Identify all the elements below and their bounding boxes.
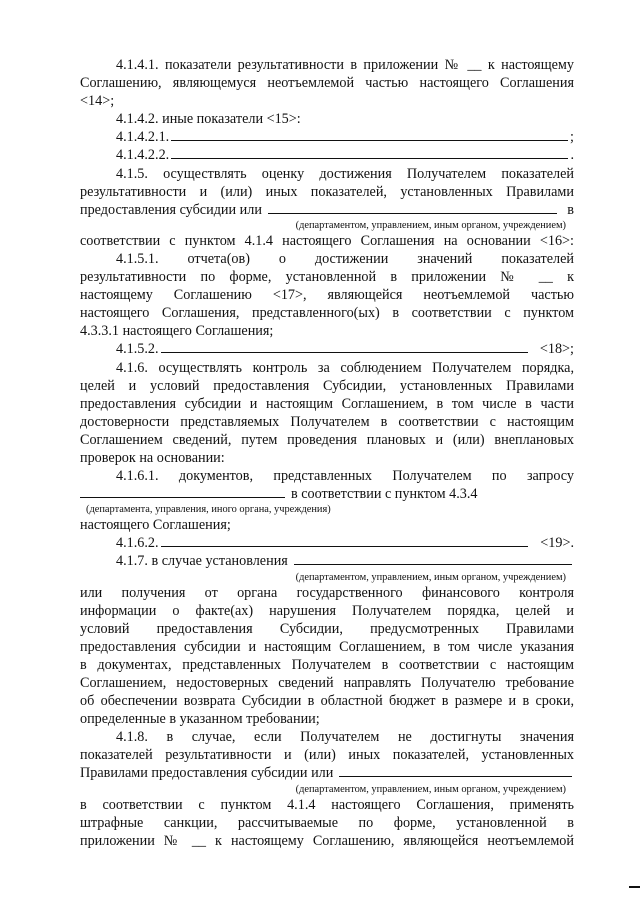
text-line: предоставления субсидии и настоящим Соглашением, в том числе в части	[80, 395, 574, 412]
blank-line-4-1-8: Правилами предоставления субсидии или	[80, 764, 574, 782]
blank-line-4-1-4-2-2: 4.1.4.2.2. .	[116, 147, 574, 164]
text-line: достоверности представляемых Получателем в соответствии с настоящим	[80, 413, 574, 430]
text-line: 4.1.8. в случае, если Получателем не достигнуты значения	[116, 729, 574, 746]
text-line: или получения от органа государственного финансового контроля	[80, 584, 574, 601]
text-line: настоящего Соглашения, представленного(ых) в соответствии с пунктом	[80, 305, 574, 322]
text-line: Соглашению, являющемуся неотъемлемой частью настоящего Соглашения	[80, 75, 574, 92]
text-line: определенные в указанном требовании;	[80, 711, 320, 728]
underline-blank	[294, 552, 572, 565]
field-caption: (департаментом, управлением, иным органом, учреждением)	[295, 219, 566, 231]
text-line: информации о факте(ах) нарушения Получателем порядка, целей и	[80, 602, 574, 619]
text-line: 4.1.5.1. отчета(ов) о достижении значений показателей	[116, 250, 574, 267]
text-line: Соглашением сведений, путем проведения плановых и (или) внеплановых	[80, 431, 574, 448]
text-line: предоставления субсидии и настоящим Соглашением, в том числе указания	[80, 638, 574, 655]
text-line: настоящему Соглашению <17>, являющейся неотъемлемой частью	[80, 287, 574, 304]
underline-blank	[171, 128, 568, 141]
text-line: 4.1.4.1. показатели результативности в приложении № __ к настоящему	[116, 57, 574, 73]
text-line: проверок на основании:	[80, 449, 225, 466]
blank-line-4-1-6-2: 4.1.6.2. <19>.	[116, 535, 574, 552]
underline-blank	[161, 534, 529, 547]
blank-line-4-1-7: 4.1.7. в случае установления	[80, 552, 574, 570]
blank-line-authority: предоставления субсидии или в	[80, 201, 574, 218]
underline-blank	[80, 485, 285, 498]
blank-line-4-1-5-2: 4.1.5.2. <18>;	[116, 341, 574, 358]
text-line: результативности по форме, установленной в приложении № __ к	[80, 269, 574, 286]
text-line: соответствии с пунктом 4.1.4 настоящего Соглашения на основании <16>:	[80, 232, 574, 249]
underline-blank	[161, 340, 528, 353]
document-body	[80, 56, 574, 850]
field-caption: (департаментом, управлением, иным органом, учреждением)	[295, 783, 566, 795]
text-line: результативности и (или) иных показателей, установленных Правилами	[80, 183, 574, 200]
text-line: об обеспечении возврата Субсидии в областной бюджет в размере и в сроки,	[80, 693, 574, 710]
text-line: показателей результативности и (или) иных показателей, установленных	[80, 747, 574, 764]
text-line: 4.1.4.2. иные показатели <15>:	[116, 111, 301, 128]
text-line: в соответствии с пунктом 4.1.4 настоящего Соглашения, применять	[80, 796, 574, 813]
text-line: условий предоставления Субсидии, предусмотренных Правилами	[80, 620, 574, 637]
text-line: 4.1.6.1. документов, представленных Получателем по запросу	[116, 468, 574, 485]
page-edge-mark	[629, 886, 640, 888]
text-line: 4.1.6. осуществлять контроль за соблюдением Получателем порядка,	[116, 359, 574, 376]
underline-blank	[171, 146, 568, 159]
text-line: настоящего Соглашения;	[80, 517, 231, 534]
underline-blank	[268, 201, 557, 214]
text-line: в документах, представленных Получателем в соответствии с настоящим	[80, 656, 574, 673]
text-line: 4.1.5. осуществлять оценку достижения Получателем показателей	[116, 165, 574, 182]
underline-blank	[339, 764, 572, 777]
text-line: штрафные санкции, рассчитываемые по форме, установленной в	[80, 814, 574, 831]
blank-line-request: в соответствии с пунктом 4.3.4	[80, 485, 574, 503]
text-line: <14>;	[80, 93, 115, 110]
text-line: приложении № __ к настоящему Соглашению, являющейся неотъемлемой	[80, 832, 574, 849]
text-line: Соглашением, недостоверных сведений направлять Получателю требование	[80, 675, 574, 691]
blank-line-4-1-4-2-1: 4.1.4.2.1. ;	[116, 129, 574, 146]
text-line: 4.3.3.1 настоящего Соглашения;	[80, 323, 274, 340]
field-caption: (департамента, управления, иного органа, учреждения)	[86, 504, 331, 516]
field-caption: (департаментом, управлением, иным органом, учреждением)	[295, 571, 566, 583]
text-line: целей и условий предоставления Субсидии, установленных Правилами	[80, 377, 574, 394]
